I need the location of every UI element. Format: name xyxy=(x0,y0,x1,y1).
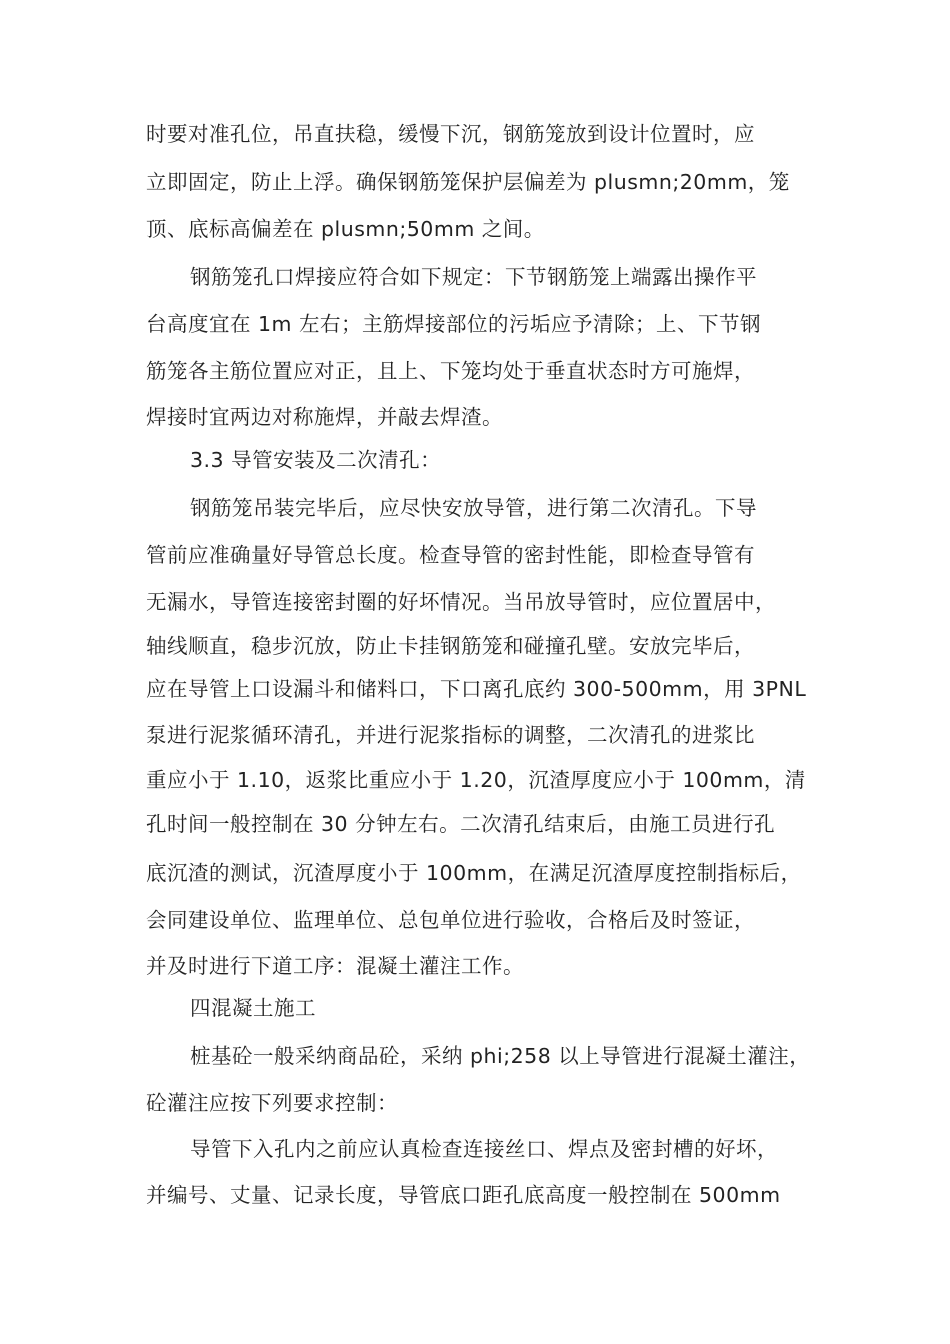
text-line: 管前应准确量好导管总长度。检查导管的密封性能，即检查导管有 xyxy=(146,543,755,567)
text-line: 砼灌注应按下列要求控制： xyxy=(146,1091,398,1115)
text-line: 时要对准孔位，吊直扶稳，缓慢下沉，钢筋笼放到设计位置时，应 xyxy=(146,122,755,146)
text-line: 重应小于 1.10，返浆比重应小于 1.20，沉渣厚度应小于 100mm，清 xyxy=(146,768,806,792)
text-line: 孔时间一般控制在 30 分钟左右。二次清孔结束后，由施工员进行孔 xyxy=(146,812,776,836)
section-heading: 3.3 导管安装及二次清孔： xyxy=(190,448,442,472)
text-line: 底沉渣的测试，沉渣厚度小于 100mm，在满足沉渣厚度控制指标后， xyxy=(146,861,802,885)
text-line: 并及时进行下道工序：混凝土灌注工作。 xyxy=(146,954,524,978)
text-line: 桩基砼一般采纳商品砼，采纳 phi;258 以上导管进行混凝土灌注， xyxy=(190,1044,811,1068)
text-line: 并编号、丈量、记录长度，导管底口距孔底高度一般控制在 500mm xyxy=(146,1183,781,1207)
text-line: 应在导管上口设漏斗和储料口，下口离孔底约 300-500mm，用 3PNL xyxy=(146,677,807,701)
text-line: 钢筋笼吊装完毕后，应尽快安放导管，进行第二次清孔。下导 xyxy=(190,496,757,520)
text-line: 台高度宜在 1m 左右；主筋焊接部位的污垢应予清除；上、下节钢 xyxy=(146,312,762,336)
text-line: 泵进行泥浆循环清孔，并进行泥浆指标的调整，二次清孔的进浆比 xyxy=(146,723,755,747)
text-line: 导管下入孔内之前应认真检查连接丝口、焊点及密封槽的好坏， xyxy=(190,1137,778,1161)
text-line: 无漏水，导管连接密封圈的好坏情况。当吊放导管时，应位置居中， xyxy=(146,590,776,614)
text-line: 钢筋笼孔口焊接应符合如下规定：下节钢筋笼上端露出操作平 xyxy=(190,265,757,289)
section-heading: 四混凝土施工 xyxy=(190,996,316,1020)
text-line: 筋笼各主筋位置应对正，且上、下笼均处于垂直状态时方可施焊， xyxy=(146,359,755,383)
text-line: 会同建设单位、监理单位、总包单位进行验收，合格后及时签证， xyxy=(146,908,755,932)
text-line: 焊接时宜两边对称施焊，并敲去焊渣。 xyxy=(146,405,503,429)
text-line: 顶、底标高偏差在 plusmn;50mm 之间。 xyxy=(146,217,545,241)
text-line: 轴线顺直，稳步沉放，防止卡挂钢筋笼和碰撞孔壁。安放完毕后， xyxy=(146,634,755,658)
text-line: 立即固定，防止上浮。确保钢筋笼保护层偏差为 plusmn;20mm，笼 xyxy=(146,170,790,194)
